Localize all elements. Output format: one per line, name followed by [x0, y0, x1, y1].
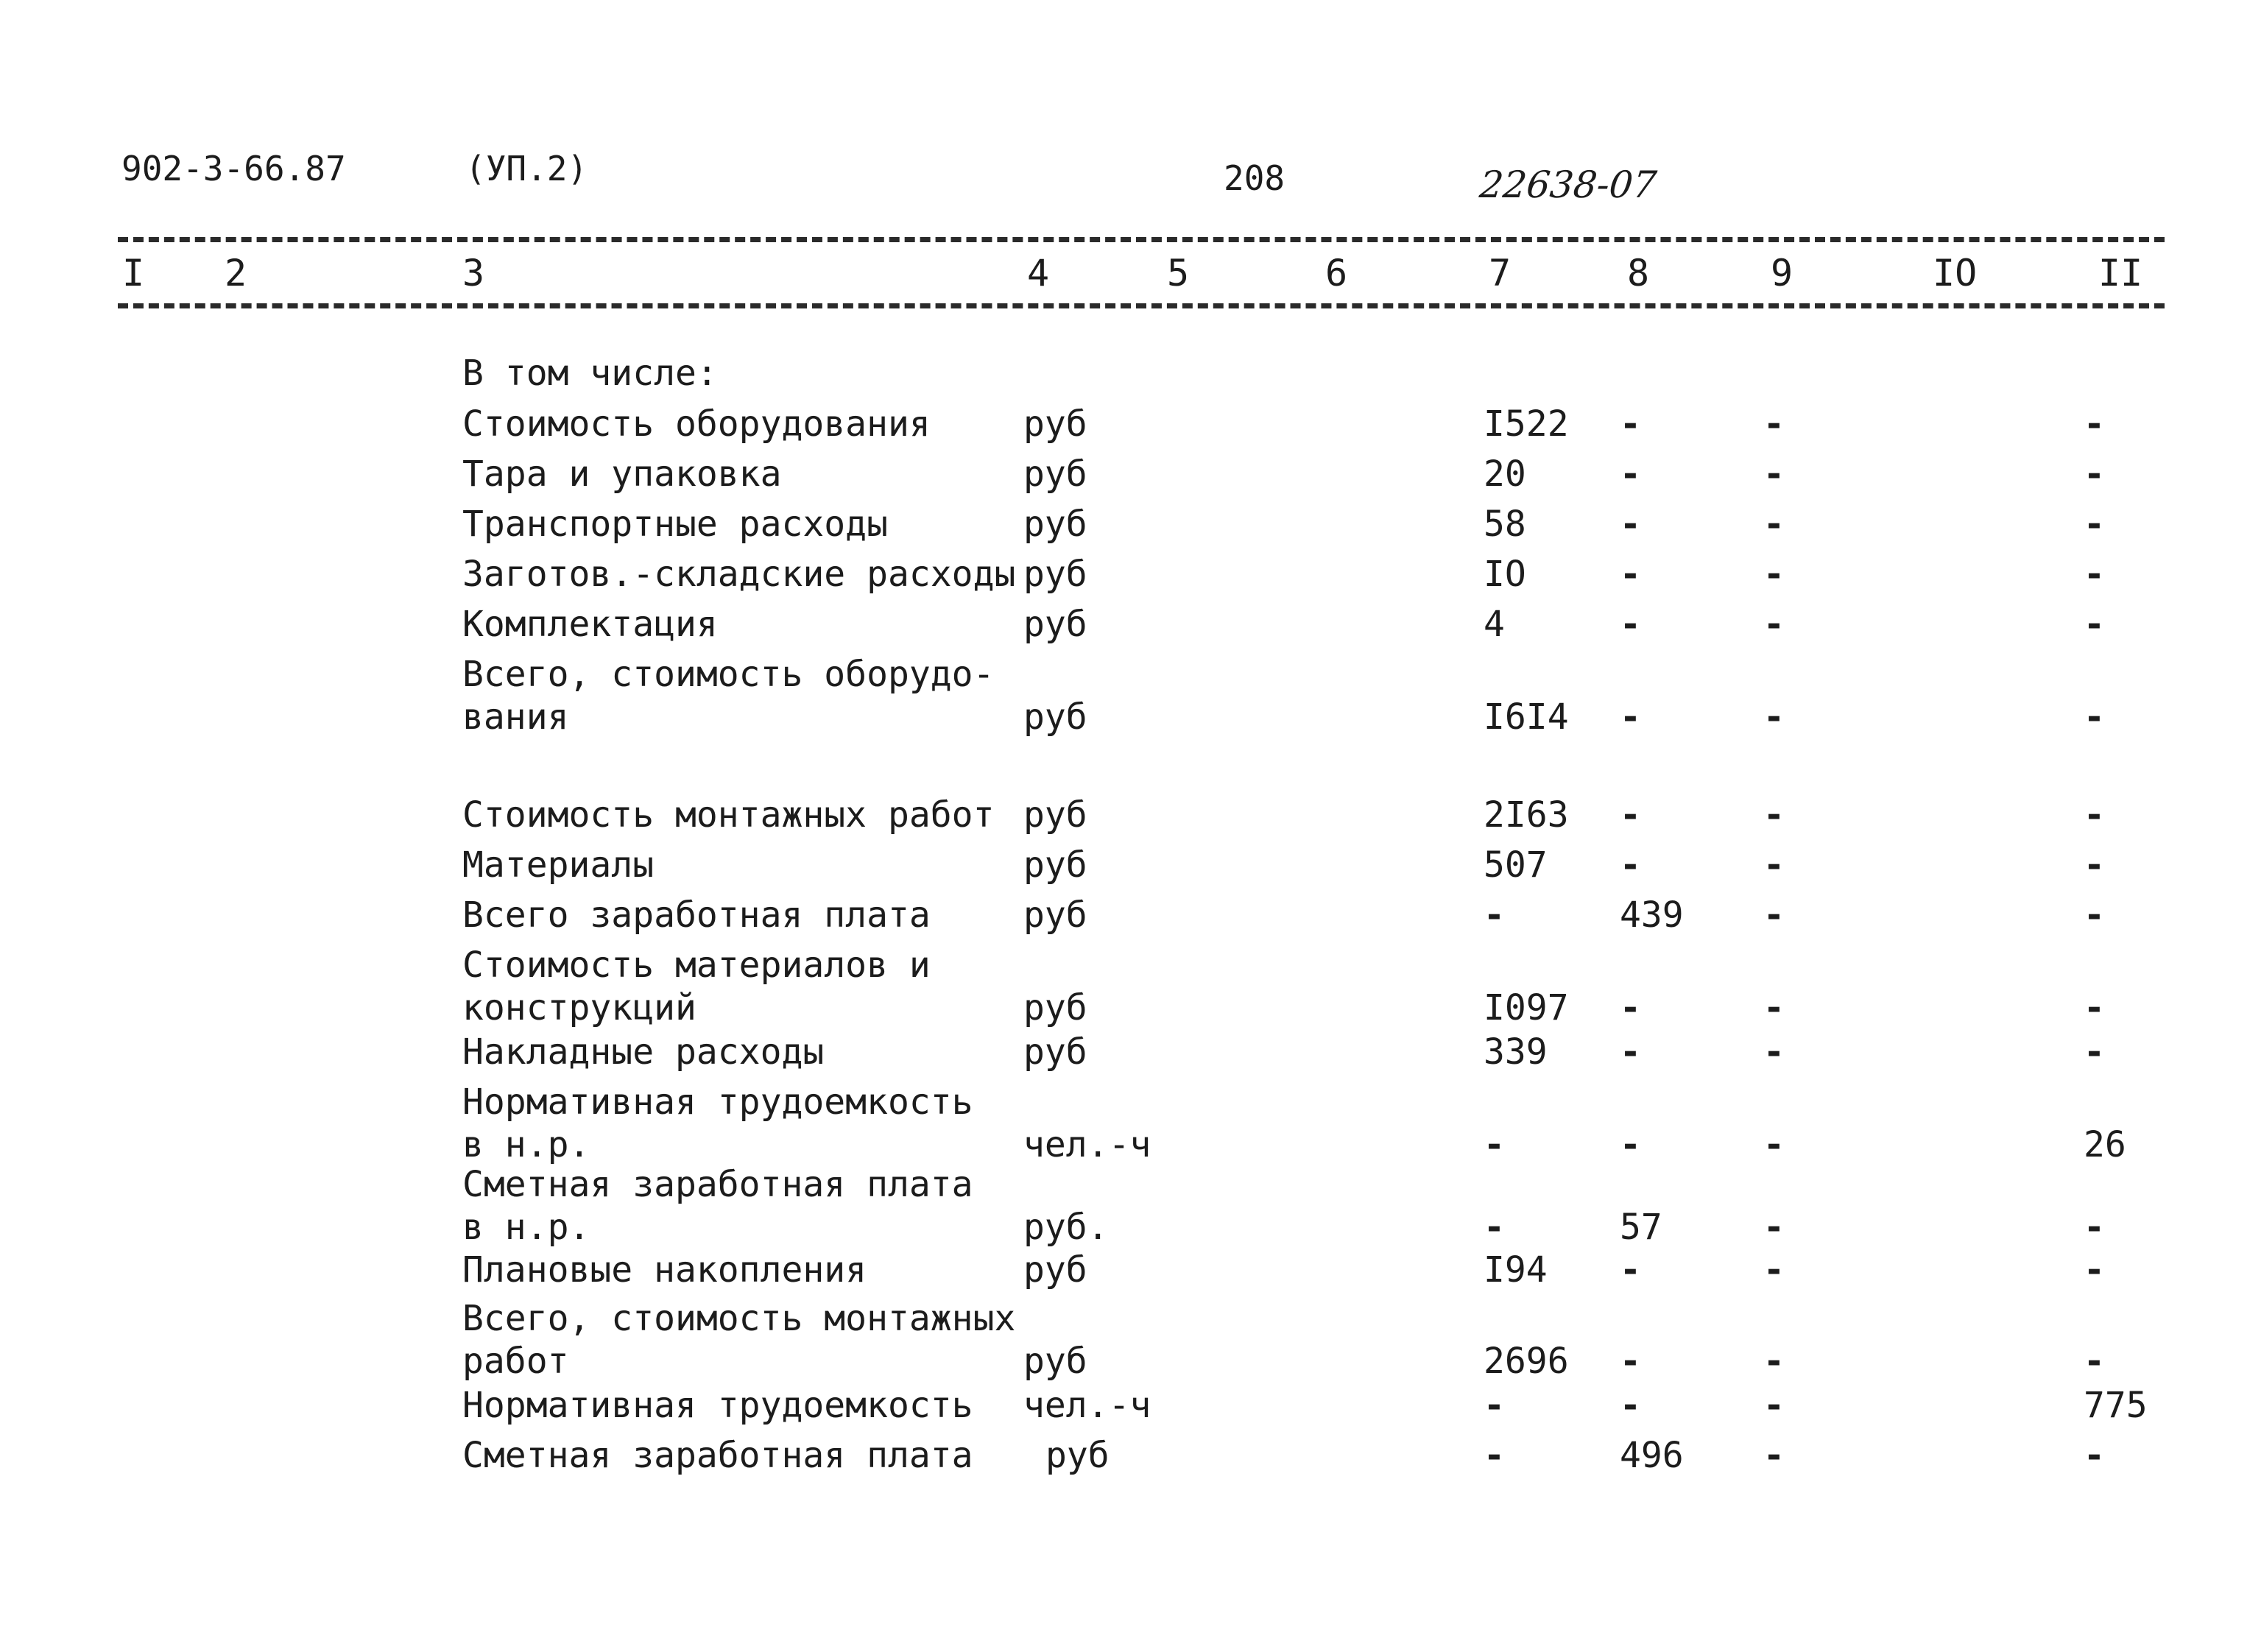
table-row [0, 553, 2261, 597]
row-col9: - [1763, 1207, 1785, 1248]
table-row [0, 794, 2261, 838]
row-col8: - [1620, 403, 1641, 445]
album-label: (УП.2) [465, 149, 588, 188]
row-col11: - [2084, 1249, 2105, 1291]
row-unit: руб [1023, 794, 1087, 836]
row-col8: - [1620, 987, 1641, 1028]
row-label: Всего заработная плата [462, 894, 931, 936]
row-col7: I6I4 [1484, 696, 1569, 738]
table-row [0, 403, 2261, 447]
row-col9: - [1763, 1341, 1785, 1382]
table-row [0, 1031, 2261, 1075]
row-col11: - [2084, 403, 2105, 445]
row-label: Стоимость оборудования [462, 403, 931, 445]
column-number-11: II [2098, 252, 2143, 294]
row-col9: - [1763, 696, 1785, 738]
row-col7: 507 [1484, 844, 1548, 886]
row-col7: 2I63 [1484, 794, 1569, 836]
row-unit: руб [1023, 987, 1087, 1028]
row-col11: - [2084, 1341, 2105, 1382]
row-col7: I94 [1484, 1249, 1548, 1291]
row-col9: - [1763, 1435, 1785, 1476]
row-unit: руб [1023, 1341, 1087, 1382]
row-col7: 2696 [1484, 1341, 1569, 1382]
table-row [0, 653, 2261, 741]
row-col9: - [1763, 604, 1785, 645]
row-col8: 496 [1620, 1435, 1684, 1476]
row-unit: руб [1023, 894, 1087, 936]
table-row [0, 1163, 2261, 1252]
column-number-8: 8 [1627, 252, 1650, 294]
intro-label: В том числе: [462, 353, 718, 394]
row-col7: - [1484, 894, 1505, 936]
row-label: Заготов.-складские расходы [462, 554, 1016, 595]
row-label: Тара и упаковка [462, 453, 782, 495]
table-row [0, 1384, 2261, 1428]
table-row [0, 944, 2261, 1032]
row-col8: - [1620, 1031, 1641, 1073]
table-row [0, 1081, 2261, 1169]
row-col7: - [1484, 1435, 1505, 1476]
row-col7: - [1484, 1124, 1505, 1165]
column-number-1: I [122, 252, 145, 294]
row-label: Всего, стоимость монтажных [462, 1298, 1016, 1339]
table-row [0, 894, 2261, 938]
row-col8: - [1620, 794, 1641, 836]
row-unit: руб [1023, 554, 1087, 595]
row-label: Нормативная трудоемкость [462, 1385, 973, 1426]
row-col9: - [1763, 844, 1785, 886]
page-number: 208 [1224, 158, 1285, 198]
row-col11: - [2084, 453, 2105, 495]
row-unit: руб [1023, 844, 1087, 886]
row-col7: IO [1484, 554, 1526, 595]
column-number-2: 2 [225, 252, 247, 294]
header-rule-bottom [118, 303, 2165, 308]
row-col7: 4 [1484, 604, 1505, 645]
document-code: 902-3-66.87 [121, 149, 346, 188]
row-unit: руб [1023, 453, 1087, 495]
row-unit: руб [1023, 1031, 1087, 1073]
row-col8: - [1620, 453, 1641, 495]
row-col8: - [1620, 1124, 1641, 1165]
row-col7: 58 [1484, 504, 1526, 545]
row-label: Сметная заработная плата [462, 1164, 973, 1205]
row-label-continued: в н.р. [462, 1207, 590, 1248]
table-row [0, 1297, 2261, 1386]
row-label-continued: в н.р. [462, 1124, 590, 1165]
row-unit: руб [1023, 696, 1087, 738]
row-label: Материалы [462, 844, 655, 886]
row-col8: 439 [1620, 894, 1684, 936]
row-col7: 20 [1484, 453, 1526, 495]
row-col11: - [2084, 987, 2105, 1028]
row-label-continued: работ [462, 1341, 569, 1382]
row-col11: - [2084, 794, 2105, 836]
row-label: Транспортные расходы [462, 504, 888, 545]
row-unit: чел.-ч [1023, 1124, 1151, 1165]
row-label: Накладные расходы [462, 1031, 825, 1073]
row-col8: - [1620, 504, 1641, 545]
row-col8: - [1620, 844, 1641, 886]
row-col9: - [1763, 1124, 1785, 1165]
header-rule-top [118, 237, 2165, 242]
row-col11: - [2084, 1031, 2105, 1073]
table-row [0, 844, 2261, 888]
row-label: Комплектация [462, 604, 718, 645]
row-label: Стоимость материалов и [462, 945, 931, 986]
row-col8: - [1620, 1249, 1641, 1291]
row-label: Стоимость монтажных работ [462, 794, 995, 836]
row-col8: - [1620, 604, 1641, 645]
row-unit: руб [1023, 403, 1087, 445]
row-col8: - [1620, 1385, 1641, 1426]
row-label: Всего, стоимость оборудо- [462, 654, 995, 695]
row-label: Плановые накопления [462, 1249, 867, 1291]
row-col11: - [2084, 844, 2105, 886]
row-col9: - [1763, 1031, 1785, 1073]
table-row [0, 603, 2261, 647]
row-col8: 57 [1620, 1207, 1662, 1248]
column-number-7: 7 [1489, 252, 1512, 294]
row-col9: - [1763, 794, 1785, 836]
table-row [0, 1434, 2261, 1478]
row-col11: - [2084, 1435, 2105, 1476]
row-col8: - [1620, 554, 1641, 595]
row-unit: руб [1023, 504, 1087, 545]
row-col7: I097 [1484, 987, 1569, 1028]
row-col9: - [1763, 894, 1785, 936]
row-label: Сметная заработная плата [462, 1435, 973, 1476]
row-col11: - [2084, 1207, 2105, 1248]
row-unit: чел.-ч [1023, 1385, 1151, 1426]
row-label-continued: вания [462, 696, 569, 738]
row-col11: 775 [2084, 1385, 2148, 1426]
row-col7: - [1484, 1207, 1505, 1248]
row-col7: 339 [1484, 1031, 1548, 1073]
row-col8: - [1620, 1341, 1641, 1382]
row-col8: - [1620, 696, 1641, 738]
row-unit: руб [1023, 604, 1087, 645]
row-col11: 26 [2084, 1124, 2126, 1165]
row-unit: руб. [1023, 1207, 1109, 1248]
row-col9: - [1763, 1385, 1785, 1426]
row-col11: - [2084, 696, 2105, 738]
row-col11: - [2084, 504, 2105, 545]
row-col9: - [1763, 987, 1785, 1028]
row-unit: руб [1023, 1249, 1087, 1291]
row-col9: - [1763, 1249, 1785, 1291]
row-col9: - [1763, 453, 1785, 495]
column-number-6: 6 [1325, 252, 1348, 294]
column-number-4: 4 [1027, 252, 1050, 294]
inventory-number: 22638-07 [1477, 163, 1659, 206]
row-col7: I522 [1484, 403, 1569, 445]
row-col11: - [2084, 604, 2105, 645]
row-unit: руб [1045, 1435, 1110, 1476]
row-col11: - [2084, 894, 2105, 936]
column-number-3: 3 [462, 252, 485, 294]
column-number-10: IO [1933, 252, 1978, 294]
column-number-9: 9 [1771, 252, 1793, 294]
row-label-continued: конструкций [462, 987, 696, 1028]
column-number-5: 5 [1167, 252, 1190, 294]
row-col9: - [1763, 403, 1785, 445]
row-col7: - [1484, 1385, 1505, 1426]
row-col11: - [2084, 554, 2105, 595]
row-col9: - [1763, 554, 1785, 595]
table-row [0, 503, 2261, 547]
row-col9: - [1763, 504, 1785, 545]
row-label: Нормативная трудоемкость [462, 1081, 973, 1123]
table-row [0, 1249, 2261, 1293]
table-row [0, 453, 2261, 497]
